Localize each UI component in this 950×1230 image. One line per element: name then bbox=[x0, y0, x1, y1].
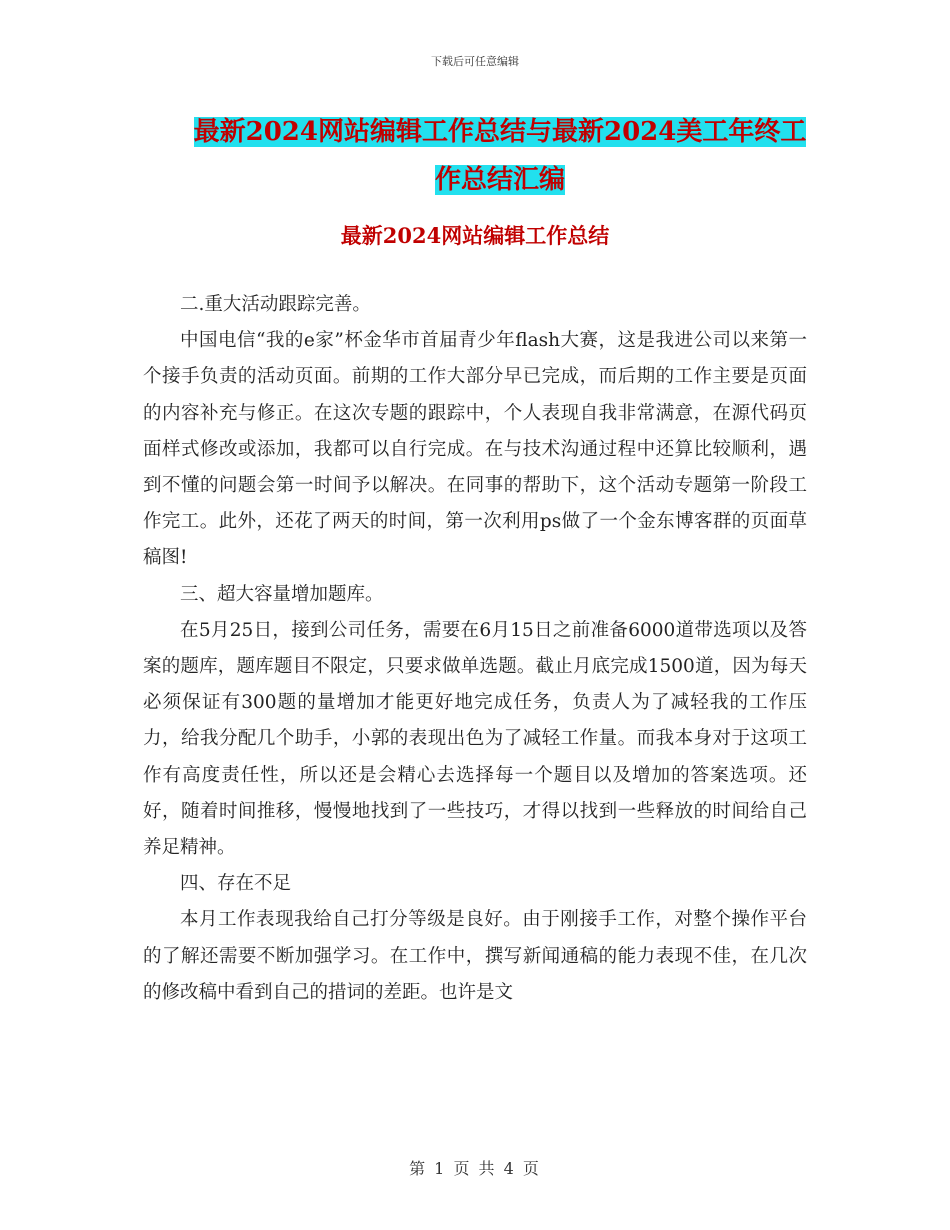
document-title-text: 最新2024网站编辑工作总结与最新2024美工年终工作总结汇编 bbox=[193, 117, 807, 195]
paragraph: 本月工作表现我给自己打分等级是良好。由于刚接手工作，对整个操作平台的了解还需要不断加强学习。在工作中，撰写新闻通稿的能力表现不佳，在几次的修改稿中看到自己的措词的差距。也许是文 bbox=[143, 909, 807, 1003]
document-title bbox=[190, 108, 810, 204]
header-note: 下载后可任意编辑 bbox=[431, 55, 519, 68]
paragraph: 中国电信“我的e家”杯金华市首届青少年flash大赛，这是我进公司以来第一个接手负责的活动页面。前期的工作大部分早已完成，而后期的工作主要是页面的内容补充与修正。在这次专题的跟踪中，个人表现自我非常满意，在源代码页面样式修改或添加，我都可以自行完成。在与技术沟通过程中还算比较顺利，遇到不懂的问题会第一时间予以解决。在同事的帮助下，这个活动专题第一阶段工作完工。此外，还花了两天的时间，第一次利用ps做了一个金东博客群的页面草稿图! bbox=[143, 330, 807, 569]
paragraph: 三、超大容量增加题库。 bbox=[180, 583, 384, 605]
document-body bbox=[143, 287, 807, 1011]
page-footer: 第 1 页 共 4 页 bbox=[409, 1159, 541, 1178]
paragraph: 四、存在不足 bbox=[180, 873, 292, 895]
paragraph: 在5月25日，接到公司任务，需要在6月15日之前准备6000道带选项以及答案的题库，题库题目不限定，只要求做单选题。截止月底完成1500道，因为每天必须保证有300题的量增加才能更好地完成任务，负责人为了减轻我的工作压力，给我分配几个助手，小郭的表现出色为了减轻工作量。而我本身对于这项工作有高度责任性，所以还是会精心去选择每一个题目以及增加的答案选项。还好，随着时间推移，慢慢地找到了一些技巧，才得以找到一些释放的时间给自己养足精神。 bbox=[143, 619, 807, 859]
paragraph: 二.重大活动跟踪完善。 bbox=[180, 294, 371, 315]
section-title: 最新2024网站编辑工作总结 bbox=[340, 223, 610, 248]
